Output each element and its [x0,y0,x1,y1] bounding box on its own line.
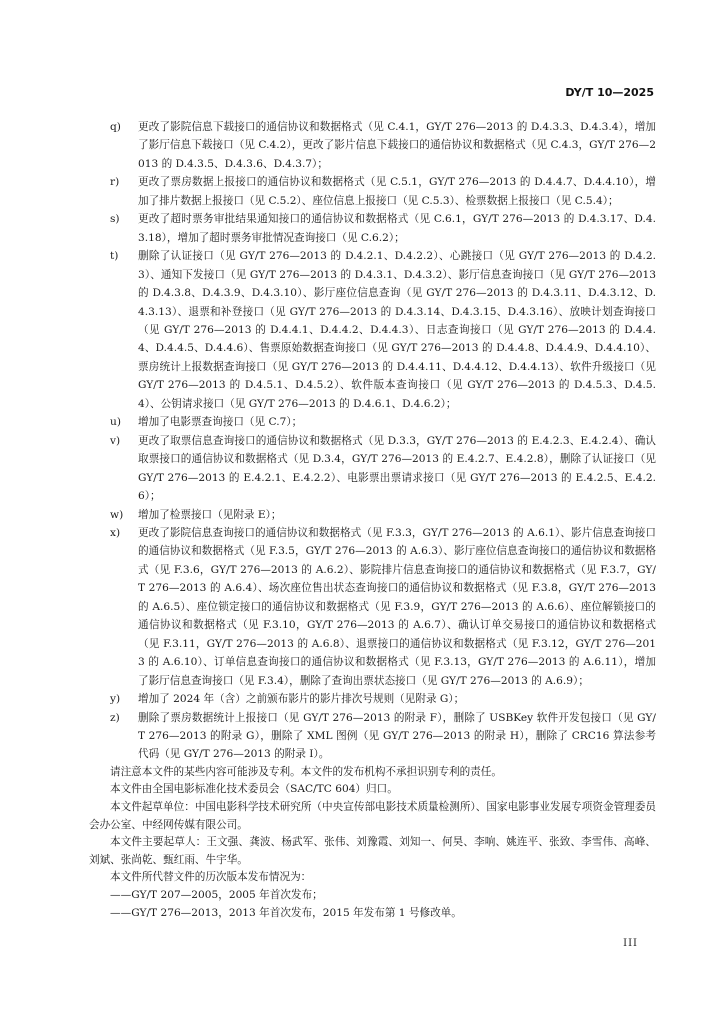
committee-notice: 本文件由全国电影标准化技术委员会（SAC/TC 604）归口。 [110,783,398,796]
list-item [110,210,656,247]
document-code: DY/T 10—2025 [565,86,654,99]
item-marker: r) [110,176,120,189]
item-text: 增加了检票接口（见附录 E）； [138,508,282,521]
history-entry: ——GY/T 276—2013，2013 年首次发布，2015 年发布第 1 号修改单。 [110,906,462,919]
item-text: 删除了票房数据统计上报接口（见 GY/T 276—2013 的附录 F），删除了 USBKey 软件开发包接口（见 GY/T 276—2013 的附录 G），删除了 XML 图例（见 GY/T 276—2013 的附录 H），删除了 CRC16 算法参考代码（见 GY/T 276—2013 的附录 I）。 [138,711,656,761]
history-entry: ——GY/T 207—2005，2005 年首次发布； [110,889,323,902]
item-text: 更改了取票信息查询接口的通信协议和数据格式（见 D.3.3，GY/T 276—2013 的 E.4.2.3、E.4.2.4）、确认取票接口的通信协议和数据格式（见 D.3.4，GY/T 276—2013 的 E.4.2.7、E.4.2.8），删除了认证接口（见 GY/T 276—2013 的 E.4.2.1、E.4.2.2）、电影票出票请求接口（见 GY/T 276—2013 的 E.4.2.5、E.4.2.6）； [138,434,656,503]
item-text: 更改了影院信息下载接口的通信协议和数据格式（见 C.4.1，GY/T 276—2013 的 D.4.3.3、D.4.3.4），增加了影厅信息下载接口（见 C.4.2），更改了影片信息下载接口的通信协议和数据格式（见 C.4.3，GY/T 276—2013 的 D.4.3.5、D.4.3.6、D.4.3.7）； [138,121,656,170]
item-text: 更改了票房数据上报接口的通信协议和数据格式（见 C.5.1，GY/T 276—2013 的 D.4.4.7、D.4.4.10），增加了排片数据上报接口（见 C.5.2）、座位信息上报接口（见 C.5.3）、检票数据上报接口（见 C.5.4）； [138,176,656,207]
item-text: 更改了超时票务审批结果通知接口的通信协议和数据格式（见 C.6.1，GY/T 276—2013 的 D.4.3.17、D.4.3.18），增加了超时票务审批情况查询接口（见 C.6.2）； [138,213,656,244]
list-item [110,118,656,173]
item-marker: u) [110,416,121,429]
list-item [110,709,656,764]
item-marker: y) [110,693,121,706]
item-marker: z) [110,711,120,724]
list-item [110,173,656,210]
page-number: III [623,938,638,949]
item-marker: v) [110,434,121,447]
item-marker: q) [110,121,121,133]
patent-notice: 请注意本文件的某些内容可能涉及专利。本文件的发布机构不承担识别专利的责任。 [110,765,502,778]
item-marker: w) [110,508,124,521]
list-item [110,690,656,708]
list-item [110,413,656,431]
item-marker: x) [110,526,121,539]
item-text: 删除了认证接口（见 GY/T 276—2013 的 D.4.2.1、D.4.2.2）、心跳接口（见 GY/T 276—2013 的 D.4.2.3）、通知下发接口（见 GY/T 276—2013 的 D.4.3.1、D.4.3.2）、影厅信息查询接口（见 GY/T 276—2013 的 D.4.3.8、D.4.3.9、D.4.3.10）、影厅座位信息查询（见 GY/T 276—2013 的 D.4.3.11、D.4.3.12、D.4.3.13）、退票和补登接口（见 GY/T 276—2013 的 D.4.3.14、D.4.3.15、D.4.3.16）、放映计划查询接口（见 GY/T 276—2013 的 D.4.4.1、D.4.4.2、D.4.4.3）、日志查询接口（见 GY/T 276—2013 的 D.4.4.4、D.4.4.5、D.4.4.6）、售票原始数据查询接口（见 GY/T 276—2013 的 D.4.4.8、D.4.4.9、D.4.4.10）、票房统计上报数据查询接口（见 GY/T 276—2013 的 D.4.4.11、D.4.4.12、D.4.4.13）、软件升级接口（见 GY/T 276—2013 的 D.4.5.1、D.4.5.2）、软件版本查询接口（见 GY/T 276—2013 的 D.4.5.3、D.4.5.4）、公钥请求接口（见 GY/T 276—2013 的 D.4.6.1、D.4.6.2）； [138,250,656,410]
item-text: 增加了 2024 年（含）之前颁布影片的影片排次号规则（见附录 G）； [138,693,465,706]
document-body [89,118,656,922]
item-marker: s) [110,213,120,226]
list-item [110,506,656,524]
drafting-units: 本文件起草单位：中国电影科学技术研究所（中央宣传部电影技术质量检测所）、国家电影事业发展专项资金管理委员会办公室、中经网传媒有限公司。 [89,801,656,831]
change-list [110,118,656,764]
item-text: 增加了电影票查询接口（见 C.7）； [138,416,303,429]
list-item [110,432,656,506]
history-intro: 本文件所代替文件的历次版本发布情况为： [110,871,312,884]
drafters: 本文件主要起草人：王文强、龚波、杨武军、张伟、刘豫霞、刘知一、何昊、李响、姚连平、张致、李雪伟、高峰、刘斌、张尚乾、甄红雨、牛宇华。 [89,836,656,866]
list-item [110,524,656,690]
item-text: 更改了影院信息查询接口的通信协议和数据格式（见 F.3.3，GY/T 276—2013 的 A.6.1）、影片信息查询接口的通信协议和数据格式（见 F.3.5，GY/T 276—2013 的 A.6.3）、影厅座位信息查询接口的通信协议和数据格式（见 F.3.6，GY/T 276—2013 的 A.6.2）、影院排片信息查询接口的通信协议和数据格式（见 F.3.7，GY/T 276—2013 的 A.6.4）、场次座位售出状态查询接口的通信协议和数据格式（见 F.3.8，GY/T 276—2013 的 A.6.5）、座位锁定接口的通信协议和数据格式（见 F.3.9，GY/T 276—2013 的 A.6.6）、座位解锁接口的通信协议和数据格式（见 F.3.10，GY/T 276—2013 的 A.6.7）、确认订单交易接口的通信协议和数据格式（见 F.3.11，GY/T 276—2013 的 A.6.8）、退票接口的通信协议和数据格式（见 F.3.12，GY/T 276—2013 的 A.6.10）、订单信息查询接口的通信协议和数据格式（见 F.3.13，GY/T 276—2013 的 A.6.11），增加了影厅信息查询接口（见 F.3.4），删除了查询出票状态接口（见 GY/T 276—2013 的 A.6.9）； [138,526,656,687]
item-marker: t) [110,250,119,263]
list-item [110,247,656,413]
